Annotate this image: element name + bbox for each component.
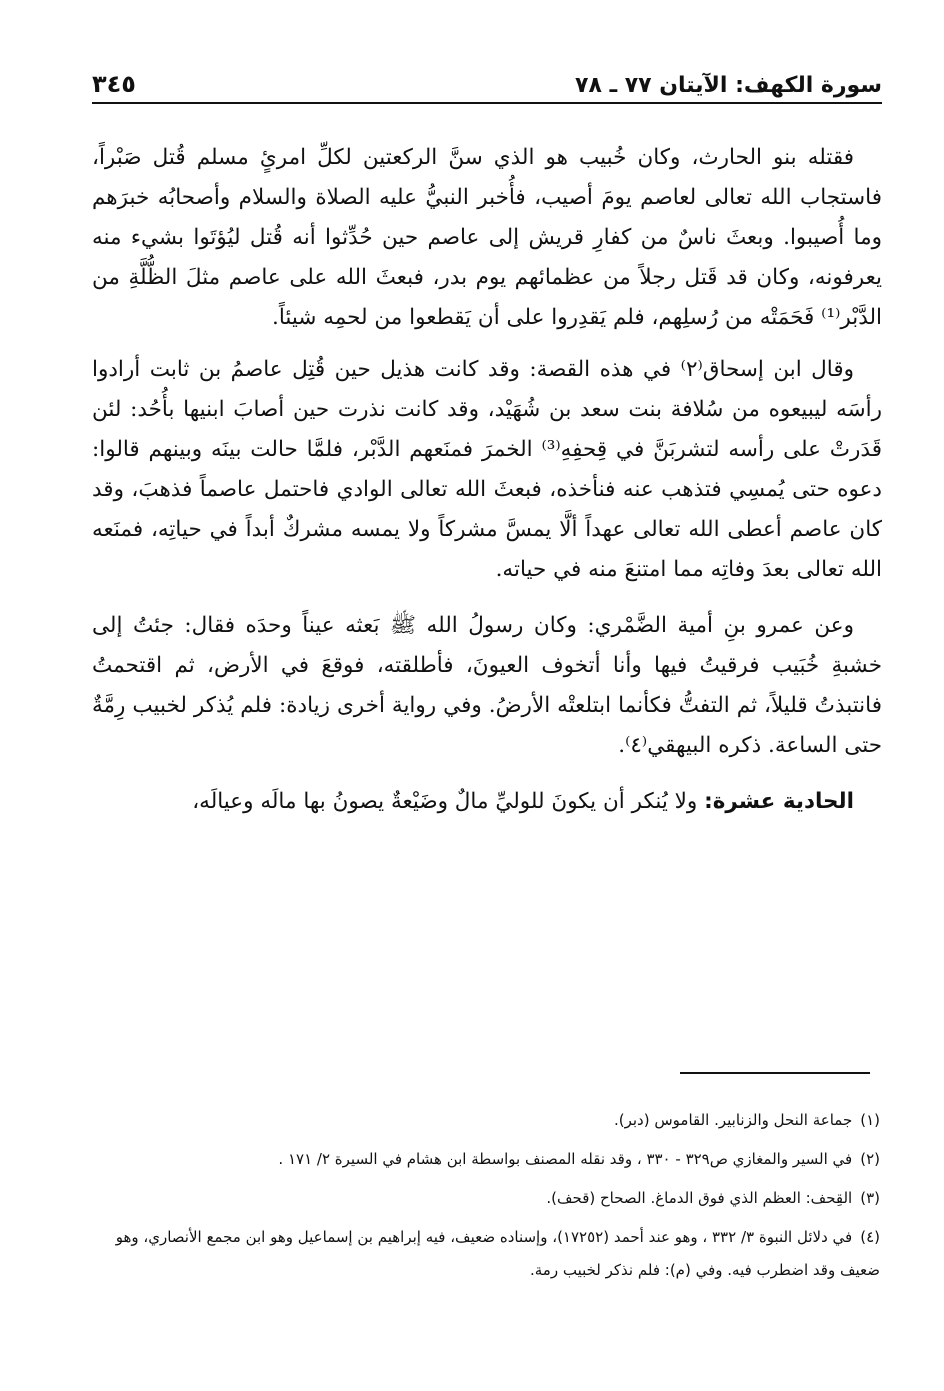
footnote-3 xyxy=(100,1182,880,1215)
footnote-2 xyxy=(100,1143,880,1176)
header-rule xyxy=(92,102,882,104)
section-heading: الحادية عشرة: xyxy=(704,789,854,814)
footnote-number: (١) xyxy=(860,1111,880,1129)
running-title: سورة الكهف: الآيتان ٧٧ ـ ٧٨ xyxy=(575,73,882,98)
page-number: ٣٤٥ xyxy=(92,70,136,98)
paragraph-2: وقال ابن إسحاق⁽٢⁾ في هذه القصة: وقد كانت هذيل حين قُتِل عاصمُ بن ثابت أرادوا رأسَه ليبيعوه من سُلافة بنت سعد بن شُهَيْد، وقد كانت نذرت حين أصابَ ابنيها بأُحُد: لئن قَدَرتْ على رأسه لتشربَنَّ في قِحفِهِ⁽³⁾ الخمرَ فمنَعهم الدَّبْر، فلمَّا حالت بينَه وبينهم قالوا: دعوه حتى يُمسِي فتذهب عنه فنأخذه، فبعثَ الله تعالى الوادي فاحتمل عاصماً فذهبَ، وقد كان عاصم أعطى الله تعالى عهداً ألَّا يمسَّ مشركاً ولا يمسه مشركٌ أبداً في حياتِه، فمنَعه الله تعالى بعدَ وفاتِه مما امتنعَ منه في حياته. xyxy=(92,357,882,582)
paragraph-4 xyxy=(92,782,882,822)
footnote-text: القِحف: العظم الذي فوق الدماغ. الصحاح (قحف). xyxy=(546,1189,853,1207)
running-header xyxy=(92,58,882,98)
paragraph-3: وعن عمرو بنِ أمية الضَّمْري: وكان رسولُ الله ﷺ بَعثه عيناً وحدَه فقال: جئتُ إلى خشبةِ خُبَيب فرقيتُ فيها وأنا أتخوف العيونَ، فأطلقته، فوقعَ في الأرض، ثم اقتحمتُ فانتبذتُ قليلاً، ثم التفتُّ فكأنما ابتلعتْه الأرضُ. وفي رواية أخرى زيادة: فلم يُذكر لخبيب رِمَّةٌ حتى الساعة. ذكره البيهقي⁽٤⁾. xyxy=(92,613,882,758)
footnote-text: جماعة النحل والزنابير. القاموس (دبر). xyxy=(613,1111,853,1129)
main-text xyxy=(92,138,882,838)
footnote-number: (٢) xyxy=(860,1150,880,1168)
footnote-number: (٣) xyxy=(860,1189,880,1207)
paragraph-4-text: ولا يُنكر أن يكونَ للوليِّ مالٌ وضَيْعةٌ يصونُ بها مالَه وعيالَه، xyxy=(192,789,705,814)
footnote-text: في السير والمغازي ص٣٢٩ - ٣٣٠ ، وقد نقله المصنف بواسطة ابن هشام في السيرة ٢/ ١٧١ . xyxy=(278,1150,853,1168)
footnote-1 xyxy=(100,1104,880,1137)
footnote-text: في دلائل النبوة ٣/ ٣٣٢ ، وهو عند أحمد (١٧٢٥٢)، وإسناده ضعيف، فيه إبراهيم بن إسماعيل وهو ابن مجمع الأنصاري، وهو ضعيف وقد اضطرب فيه. وفي (م): فلم نذكر لخبيب رمة. xyxy=(115,1228,880,1279)
paragraph-1: فقتله بنو الحارث، وكان خُبيب هو الذي سنَّ الركعتين لكلِّ امرئٍ مسلم قُتل صَبْراً، فاستجاب الله تعالى لعاصم يومَ أصيب، فأُخبر النبيُّ عليه الصلاة والسلام وأصحابُه خبرَهم وما أُصيبوا. وبعثَ ناسٌ من كفارِ قريش إلى عاصم حين حُدِّثوا أنه قُتل ليُؤتَوا بشيء منه يعرفونه، وكان قد قَتل رجلاً من عظمائهم يوم بدر، فبعثَ الله على عاصم مثلَ الظُّلَّةِ من الدَّبْر⁽¹⁾ فَحَمَتْه من رُسلِهم، فلم يَقدِروا على أن يَقطعوا من لحمِه شيئاً. xyxy=(92,145,882,330)
footnote-number: (٤) xyxy=(860,1228,880,1246)
footnotes xyxy=(100,1104,880,1300)
footnote-separator xyxy=(680,1072,870,1074)
footnote-4 xyxy=(100,1221,880,1287)
